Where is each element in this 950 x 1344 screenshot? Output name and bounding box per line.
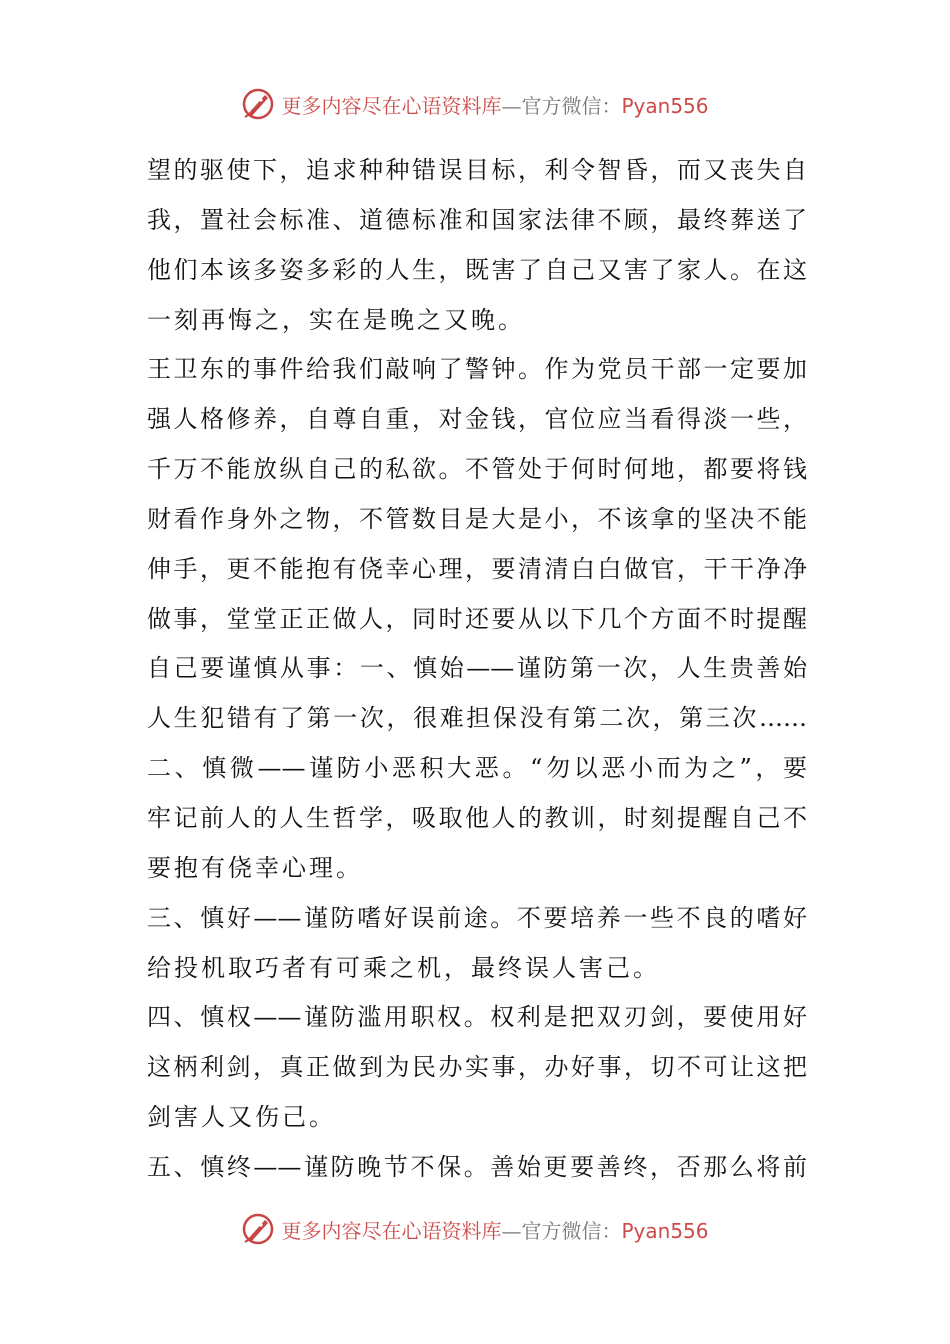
text-line: 我，置社会标准、道德标准和国家法律不顾，最终葬送了 <box>147 205 807 234</box>
text-line: 望的驱使下，追求种种错误目标，利令智昏，而又丧失自 <box>147 156 807 184</box>
text-line: 千万不能放纵自己的私欲。不管处于何时何地，都要将钱 <box>147 455 807 484</box>
text-line: 王卫东的事件给我们敲响了警钟。作为党员干部一定要加 <box>147 355 807 384</box>
text-line: 给投机取巧者有可乘之机，最终误人害己。 <box>147 953 660 982</box>
text-line: 自己要谨慎从事：一、慎始——谨防第一次，人生贵善始 <box>147 654 807 683</box>
text-line: 五、慎终——谨防晚节不保。善始更要善终，否那么将前 <box>147 1152 807 1181</box>
text-line: 四、慎权——谨防滥用职权。权利是把双刃剑，要使用好 <box>147 1003 807 1032</box>
footer-official-label: —官方微信： <box>501 1218 622 1243</box>
header-text <box>281 90 708 119</box>
header-wechat-id: Pyan556 <box>621 93 709 118</box>
text-line: 他们本该多姿多彩的人生，既害了自己又害了家人。在这 <box>147 255 807 284</box>
text-line: 强人格修养，自尊自重，对金钱，官位应当看得淡一些， <box>147 405 807 434</box>
text-line: 剑害人又伤己。 <box>147 1103 336 1132</box>
text-line: 人生犯错有了第一次，很难担保没有第二次，第三次…… <box>147 704 807 733</box>
header-brand: 更多内容尽在心语资料库 <box>281 93 502 118</box>
footer-banner <box>0 1209 950 1249</box>
header-official-label: —官方微信： <box>501 93 622 118</box>
text-line: 伸手，更不能抱有侥幸心理，要清清白白做官，干干净净 <box>147 554 807 583</box>
header-banner <box>0 84 950 124</box>
text-line: 三、慎好——谨防嗜好误前途。不要培养一些不良的嗜好 <box>147 903 807 932</box>
text-line: 要抱有侥幸心理。 <box>147 853 363 882</box>
text-line: 牢记前人的人生哲学，吸取他人的教训，时刻提醒自己不 <box>147 803 807 832</box>
text-line: 财看作身外之物，不管数目是大是小，不该拿的坚决不能 <box>147 504 807 533</box>
text-line: 这柄利剑，真正做到为民办实事，办好事，切不可让这把 <box>147 1053 807 1082</box>
footer-brand: 更多内容尽在心语资料库 <box>281 1218 502 1243</box>
text-line: 一刻再悔之，实在是晚之又晚。 <box>147 305 525 334</box>
footer-text <box>281 1215 708 1244</box>
text-line: 做事，堂堂正正做人，同时还要从以下几个方面不时提醒 <box>147 604 807 633</box>
text-line: 二、慎微——谨防小恶积大恶。“勿以恶小而为之”，要 <box>147 754 807 783</box>
pen-logo-icon <box>241 87 275 121</box>
footer-wechat-id: Pyan556 <box>621 1218 709 1243</box>
document-body <box>147 146 807 1193</box>
pen-logo-icon <box>241 1212 275 1246</box>
